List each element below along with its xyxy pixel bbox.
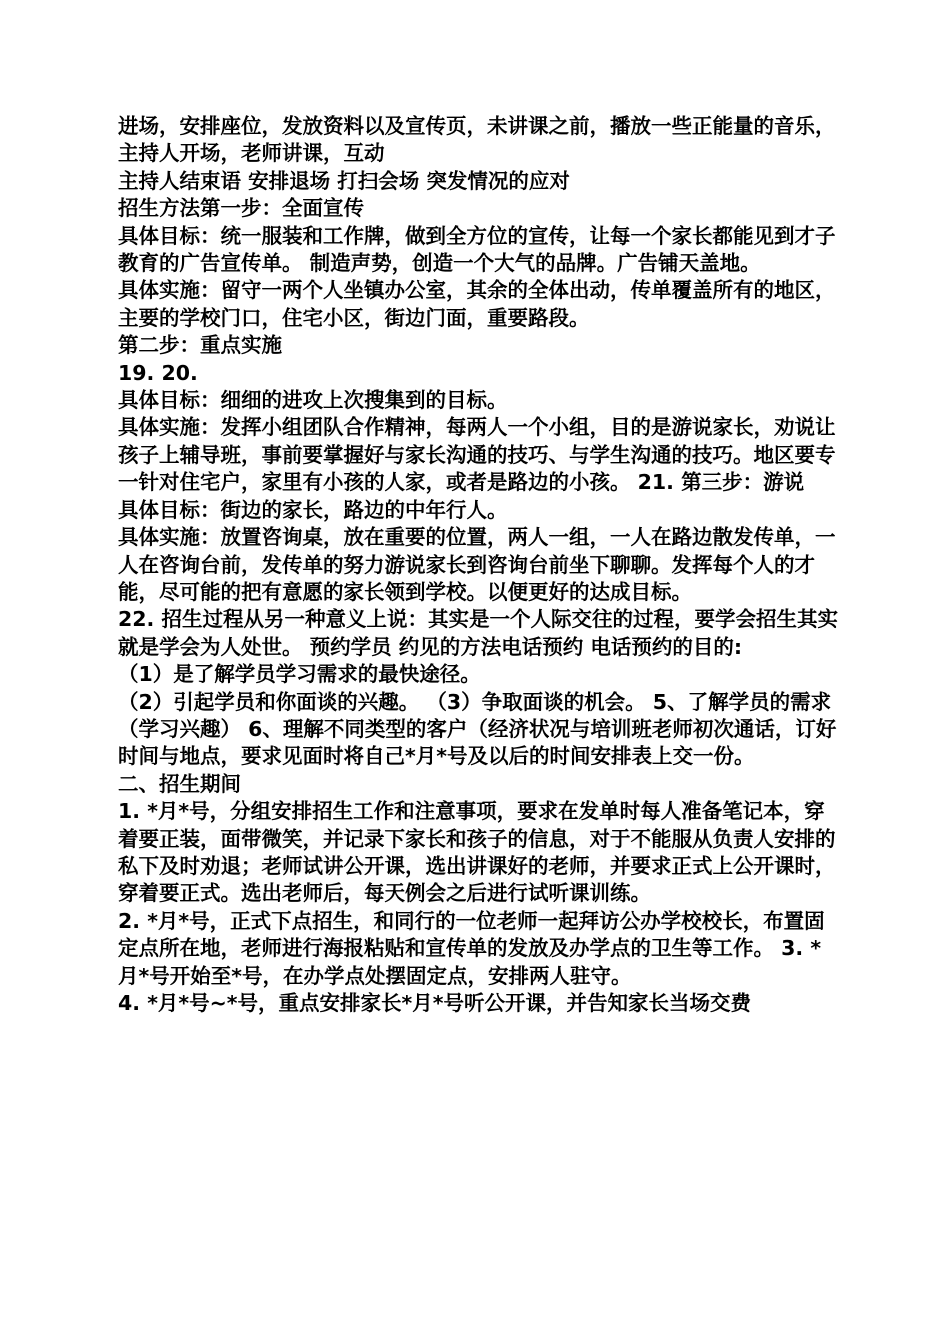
paragraph-numbers-19-20: 19. 20. <box>118 360 198 385</box>
heading-step-two: 第二步：重点实施 <box>118 333 282 358</box>
document-page <box>118 113 840 1017</box>
paragraph-reservation-purpose-1: （1）是了解学员学习需求的最快途径。 <box>118 662 481 687</box>
paragraph-reservation-purpose-2-6: （2）引起学员和你面谈的兴趣。 （3）争取面谈的机会。 5、了解学员的需求（学习兴趣） 6、理解不同类型的客户（经济状况与培训班老师初次通话，订好时间与地点，要求见面时将自己*月*号及以后的时间安排表上交一份。 <box>118 689 837 769</box>
paragraph-item-2-3: 2. *月*号，正式下点招生，和同行的一位老师一起拜访公办学校校长，布置固定点所在地，老师进行海报粘贴和宣传单的发放及办学点的卫生等工作。 3. *月*号开始至*号，在办学点处摆固定点，安排两人驻守。 <box>118 908 825 988</box>
paragraph-step-one-goal: 具体目标：统一服装和工作牌，做到全方位的宣传，让每一个家长都能见到才子教育的广告宣传单。 制造声势，创造一个大气的品牌。广告铺天盖地。 <box>118 223 836 276</box>
paragraph-22-phone-reservation: 22. 招生过程从另一种意义上说：其实是一个人际交往的过程，要学会招生其实就是学会为人处世。 预约学员 约见的方法电话预约 电话预约的目的: <box>118 607 838 659</box>
paragraph-item-4: 4. *月*号~*号，重点安排家长*月*号听公开课，并告知家长当场交费 <box>118 991 751 1015</box>
paragraph-item-1: 1. *月*号，分组安排招生工作和注意事项，要求在发单时每人准备笔记本，穿着要正装，面带微笑，并记录下家长和孩子的信息，对于不能服从负责人安排的私下及时劝退；老师试讲公开课，选出讲课好的老师，并要求正式上公开课时，穿着要正式。选出老师后，每天例会之后进行试听课训练。 <box>118 799 836 906</box>
paragraph-step-two-goal: 具体目标：细细的进攻上次搜集到的目标。 <box>118 388 508 413</box>
paragraph-step-one-implementation: 具体实施：留守一两个人坐镇办公室，其余的全体出动，传单覆盖所有的地区，主要的学校门口，住宅小区，街边门面，重要路段。 <box>118 278 836 330</box>
paragraph-step-three-goal: 具体目标：街边的家长，路边的中年行人。 <box>118 497 508 522</box>
paragraph-closing-procedure: 主持人结束语 安排退场 打扫会场 突发情况的应对 <box>118 168 570 193</box>
heading-section-two: 二、招生期间 <box>118 771 241 796</box>
paragraph-step-three-implementation: 具体实施：放置咨询桌，放在重要的位置，两人一组，一人在路边散发传单，一人在咨询台前，发传单的努力游说家长到咨询台前坐下聊聊。发挥每个人的才能，尽可能的把有意愿的家长领到学校。以便更好的达成目标。 <box>118 525 836 604</box>
paragraph-opening-procedure: 进场，安排座位，发放资料以及宣传页，未讲课之前，播放一些正能量的音乐，主持人开场，老师讲课，互动 <box>118 114 836 166</box>
heading-step-one: 招生方法第一步：全面宣传 <box>118 196 364 221</box>
paragraph-step-two-implementation: 具体实施：发挥小组团队合作精神，每两人一个小组，目的是游说家长，劝说让孩子上辅导班，事前要掌握好与家长沟通的技巧、与学生沟通的技巧。地区要专一针对住宅户，家里有小孩的人家，或者是路边的小孩。 21. 第三步：游说 <box>118 415 836 495</box>
